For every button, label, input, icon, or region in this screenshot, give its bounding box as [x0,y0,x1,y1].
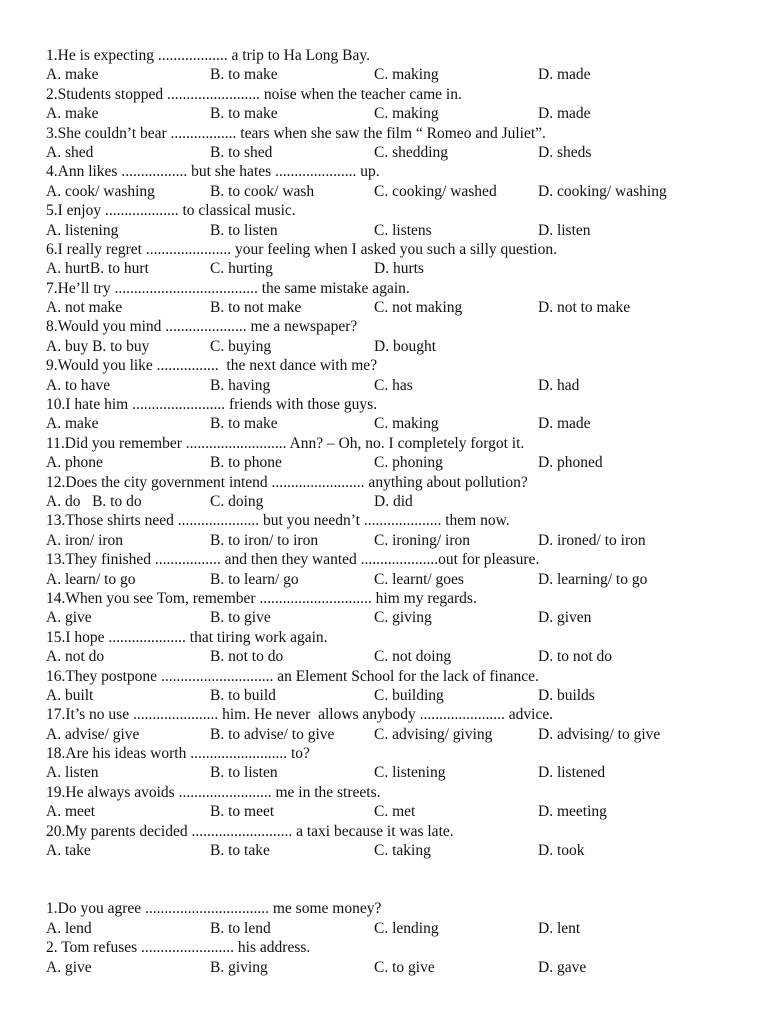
answer-option: D. given [538,609,592,627]
answer-option: D. builds [538,686,595,704]
answer-option: B. to make [210,66,278,84]
question-text: 13.They finished ................. and then they wanted ....................out for pleasure. [46,551,540,569]
answer-option: D. to not do [538,648,613,666]
answer-option: A. not do [46,648,105,666]
answer-options-row [46,686,768,705]
answer-option: D. bought [374,337,436,355]
question-text: 5.I enjoy ................... to classical music. [46,202,296,220]
answer-options-row [46,259,768,278]
answer-option: A. built [46,686,94,704]
answer-options-row [46,492,768,511]
answer-option: A. phone [46,454,103,472]
answer-option: A. not make [46,299,123,317]
question-text: 4.Ann likes ................. but she hates ..................... up. [46,163,380,181]
answer-option: B. giving [210,958,268,976]
answer-option: A. shed [46,143,94,161]
answer-option: D. listened [538,764,606,782]
question-text: 10.I hate him ........................ friends with those guys. [46,396,378,414]
answer-option: D. meeting [538,803,607,821]
answer-option: D. gave [538,958,587,976]
answer-options-row [46,958,768,977]
answer-options-row [46,531,768,550]
question-text: 2. Tom refuses ........................ his address. [46,939,311,957]
answer-option: D. made [538,66,591,84]
answer-option: D. sheds [538,143,592,161]
question-text: 2.Students stopped ........................ noise when the teacher came in. [46,85,462,103]
answer-option: D. took [538,842,585,860]
answer-option: D. did [374,492,413,510]
answer-options-row [46,298,768,317]
question-text: 14.When you see Tom, remember ............................. him my regards. [46,589,477,607]
answer-options-row [46,221,768,240]
question-text: 20.My parents decided .......................... a taxi because it was late. [46,822,454,840]
answer-option: B. having [210,376,271,394]
answer-option: A. learn/ to go [46,570,136,588]
question-text: 18.Are his ideas worth ......................... to? [46,745,310,763]
answer-options-row [46,143,768,162]
answer-option: B. to not make [210,299,302,317]
answer-option: B. to phone [210,454,282,472]
answer-option: A. listening [46,221,119,239]
answer-option: B. not to do [210,648,284,666]
question-text: 13.Those shirts need ..................... but you needn’t .................... them now. [46,512,510,530]
answer-option: C. met [374,803,416,821]
answer-option: A. lend [46,919,92,937]
answer-option: C. ironing/ iron [374,531,471,549]
answer-option: C. hurting [210,260,273,278]
answer-option: D. not to make [538,299,631,317]
answer-options-row [46,182,768,201]
answer-option: A. give [46,609,92,627]
answer-options-row [46,647,768,666]
answer-option: A. give [46,958,92,976]
answer-options-row [46,570,768,589]
answer-option: A. take [46,842,91,860]
answer-option: B. to cook/ wash [210,182,315,200]
answer-option: B. to learn/ go [210,570,299,588]
answer-option: A. to have [46,376,111,394]
answer-option: A. listen [46,764,99,782]
answer-option: D. listen [538,221,591,239]
answer-option: B. to make [210,415,278,433]
answer-options-row [46,414,768,433]
exercise-section-2 [46,899,768,977]
answer-option: A. hurtB. to hurt [46,260,149,278]
answer-option: C. advising/ giving [374,725,493,743]
answer-option: A. meet [46,803,96,821]
question-text: 1.He is expecting .................. a trip to Ha Long Bay. [46,47,371,64]
answer-option: C. listens [374,221,432,239]
answer-option: C. learnt/ goes [374,570,464,588]
answer-options-row [46,376,768,395]
answer-option: D. made [538,105,591,123]
answer-option: D. lent [538,919,581,937]
answer-option: A. make [46,105,99,123]
answer-option: C. listening [374,764,446,782]
question-text: 9.Would you like ................ the next dance with me? [46,357,378,375]
answer-option: D. advising/ to give [538,725,661,743]
answer-options-row [46,453,768,472]
answer-option: A. make [46,66,99,84]
answer-options-row [46,763,768,782]
answer-option: D. made [538,415,591,433]
answer-option: B. to give [210,609,271,627]
answer-option: B. to shed [210,143,273,161]
answer-option: C. shedding [374,143,449,161]
answer-option: B. to make [210,105,278,123]
answer-option: C. phoning [374,454,443,472]
answer-option: C. cooking/ washed [374,182,497,200]
answer-option: D. learning/ to go [538,570,648,588]
answer-option: C. not doing [374,648,452,666]
answer-options-row [46,337,768,356]
question-text: 12.Does the city government intend ........................ anything about pollution? [46,473,528,491]
answer-option: C. making [374,66,439,84]
question-text: 1.Do you agree ................................ me some money? [46,900,382,918]
answer-option: C. making [374,415,439,433]
answer-option: A. do B. to do [46,492,142,510]
answer-option: C. giving [374,609,432,627]
answer-option: D. hurts [374,260,424,278]
answer-option: A. make [46,415,99,433]
answer-option: C. has [374,376,413,394]
answer-options-row [46,919,768,938]
answer-option: A. advise/ give [46,725,140,743]
answer-options-row [46,841,768,860]
answer-options-row [46,725,768,744]
answer-option: C. buying [210,337,272,355]
answer-option: B. to listen [210,221,278,239]
answer-option: A. buy B. to buy [46,337,150,355]
question-text: 8.Would you mind ..................... me a newspaper? [46,318,358,336]
answer-option: B. to take [210,842,270,860]
answer-options-row [46,65,768,84]
answer-option: C. not making [374,299,463,317]
answer-option: D. had [538,376,580,394]
answer-option: B. to iron/ to iron [210,531,319,549]
answer-options-row [46,802,768,821]
answer-option: C. taking [374,842,431,860]
question-text: 11.Did you remember .......................... Ann? – Oh, no. I completely forgot it. [46,434,525,452]
answer-option: D. phoned [538,454,603,472]
answer-option: C. doing [210,492,264,510]
exercise-section-1 [46,46,768,860]
question-text: 3.She couldn’t bear ................. tears when she saw the film “ Romeo and Juliet”. [46,124,546,142]
answer-option: B. to listen [210,764,278,782]
answer-option: B. to lend [210,919,271,937]
question-text: 17.It’s no use ...................... him. He never allows anybody ...................... advice. [46,706,554,724]
answer-option: D. cooking/ washing [538,182,667,200]
question-text: 16.They postpone ............................. an Element School for the lack of finance. [46,667,539,685]
answer-option: A. cook/ washing [46,182,155,200]
answer-option: B. to build [210,686,276,704]
section-gap [46,860,768,899]
question-text: 19.He always avoids ........................ me in the streets. [46,783,381,801]
answer-option: A. iron/ iron [46,531,124,549]
answer-option: B. to advise/ to give [210,725,335,743]
answer-options-row [46,608,768,627]
answer-option: C. making [374,105,439,123]
question-text: 7.He’ll try ..................................... the same mistake again. [46,279,410,297]
answer-option: D. ironed/ to iron [538,531,646,549]
answer-options-row [46,104,768,123]
answer-option: C. lending [374,919,439,937]
answer-option: B. to meet [210,803,275,821]
question-text: 6.I really regret ...................... your feeling when I asked you such a silly question. [46,240,557,258]
answer-option: C. building [374,686,444,704]
answer-option: C. to give [374,958,435,976]
question-text: 15.I hope .................... that tiring work again. [46,628,328,646]
